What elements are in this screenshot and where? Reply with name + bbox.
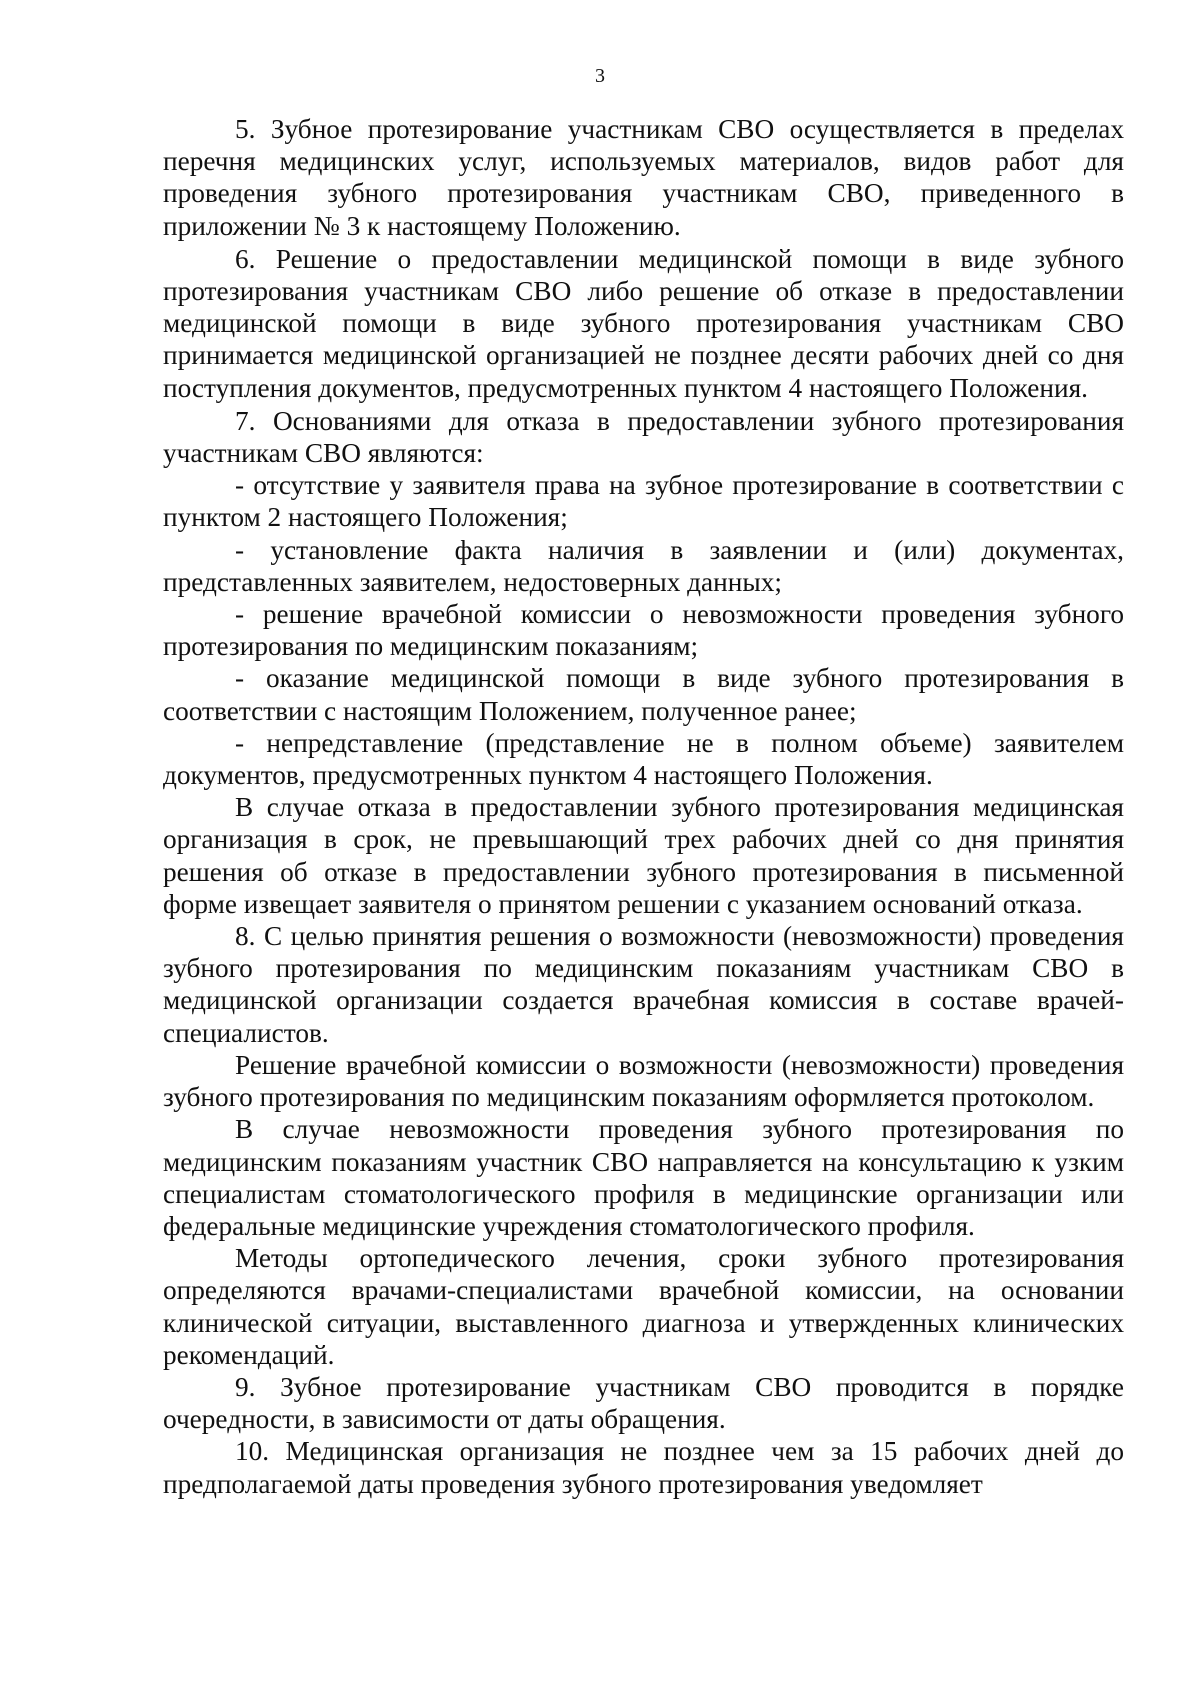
- paragraph-methods: Методы ортопедического лечения, сроки зубного протезирования определяются врачами-специалистами врачебной комиссии, на основании клинической ситуации, выставленного диагноза и утвержденных клинических рекомендаций.: [163, 1243, 1124, 1370]
- paragraph-9: 9. Зубное протезирование участникам СВО проводится в порядке очередности, в зависимости от даты обращения.: [163, 1371, 1124, 1435]
- list-item-no-right: - отсутствие у заявителя права на зубное протезирование в соответствии с пунктом 2 настоящего Положения;: [163, 470, 1124, 533]
- list-item-documents-missing: - непредставление (представление не в полном объеме) заявителем документов, предусмотренных пунктом 4 настоящего Положения.: [163, 727, 1124, 791]
- list-item-received-earlier: - оказание медицинской помощи в виде зубного протезирования в соответствии с настоящим Положением, полученное ранее;: [163, 663, 1124, 726]
- paragraph-refusal-notice: В случае отказа в предоставлении зубного протезирования медицинская организация в срок, не превышающий трех рабочих дней со дня принятия решения об отказе в предоставлении зубного протезирования в письменной форме извещает заявителя о принятом решении с указанием оснований отказа.: [163, 792, 1124, 919]
- list-item-commission-decision: - решение врачебной комиссии о невозможности проведения зубного протезирования по медицинским показаниям;: [163, 599, 1124, 662]
- document-body: [163, 113, 1124, 1500]
- page-number: 3: [595, 65, 605, 87]
- paragraph-6: 6. Решение о предоставлении медицинской помощи в виде зубного протезирования участникам СВО либо решение об отказе в предоставлении медицинской помощи в виде зубного протезирования участникам СВО принимается медицинской организацией не позднее десяти рабочих дней со дня поступления документов, предусмотренных пунктом 4 настоящего Положения.: [163, 243, 1124, 403]
- paragraph-5: 5. Зубное протезирование участникам СВО осуществляется в пределах перечня медицинских услуг, используемых материалов, видов работ для проведения зубного протезирования участникам СВО, приведенного в приложении № 3 к настоящему Положению.: [163, 114, 1124, 241]
- list-item-false-data: - установление факта наличия в заявлении и (или) документах, представленных заявителем, недостоверных данных;: [163, 534, 1124, 597]
- paragraph-10: 10. Медицинская организация не позднее чем за 15 рабочих дней до предполагаемой даты проведения зубного протезирования уведомляет: [163, 1436, 1124, 1499]
- paragraph-consultation: В случае невозможности проведения зубного протезирования по медицинским показаниям участник СВО направляется на консультацию к узким специалистам стоматологического профиля в медицинские организации или федеральные медицинские учреждения стоматологического профиля.: [163, 1114, 1124, 1241]
- paragraph-8: 8. С целью принятия решения о возможности (невозможности) проведения зубного протезирования по медицинским показаниям участникам СВО в медицинской организации создается врачебная комиссия в составе врачей-специалистов.: [163, 921, 1124, 1048]
- paragraph-7: 7. Основаниями для отказа в предоставлении зубного протезирования участникам СВО являются:: [163, 405, 1124, 469]
- paragraph-commission-protocol: Решение врачебной комиссии о возможности (невозможности) проведения зубного протезирования по медицинским показаниям оформляется протоколом.: [163, 1049, 1124, 1113]
